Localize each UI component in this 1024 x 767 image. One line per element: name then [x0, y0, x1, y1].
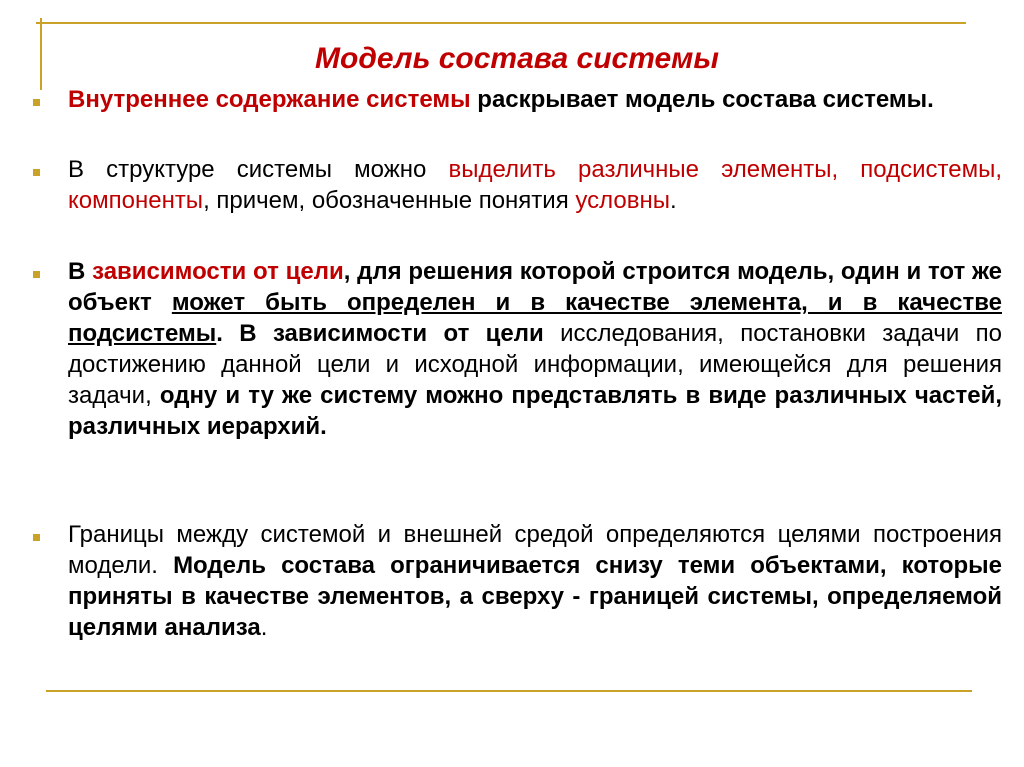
highlight-text: выделить различные элементы, подсистемы, компоненты — [68, 156, 1003, 214]
bold-text: . В зависимости от цели — [216, 320, 544, 347]
highlight-text: Внутреннее содержание системы — [68, 86, 471, 113]
bold-text: , для решения которой строится модель, один и тот же объект — [68, 258, 1002, 316]
plain-text: . — [260, 614, 268, 641]
decor-bottom-line — [46, 690, 972, 692]
bullet-square-icon — [33, 169, 40, 176]
bullet-square-icon — [33, 271, 40, 278]
bullet-square-icon — [33, 99, 40, 106]
bullet-paragraph-3 — [68, 256, 1002, 442]
bold-text: раскрывает модель состава системы. — [470, 86, 934, 113]
bullet-square-icon — [33, 534, 40, 541]
bullet-paragraph-1 — [68, 84, 1002, 115]
bold-text: одну и ту же систему можно представлять в виде различных частей, различных иерархий. — [68, 382, 1003, 440]
plain-text: исследования, постановки задачи по достижению данной цели и исходной информации, имеющейся для решения задачи, — [68, 320, 1002, 409]
highlight-text: зависимости от цели — [92, 258, 344, 285]
plain-text: . — [669, 187, 677, 214]
bold-text: Модель состава ограничивается снизу теми объектами, которые приняты в качестве элементов, а сверху - границей системы, определяемой целями анализа — [68, 552, 1002, 641]
decor-top-line — [36, 22, 966, 24]
bullet-paragraph-2 — [68, 154, 1002, 216]
slide-title: Модель состава системы — [315, 42, 719, 75]
underlined-text: может быть определен и в качестве элемента, и в качестве подсистемы — [68, 289, 1002, 347]
bullet-paragraph-4 — [68, 519, 1002, 643]
highlight-text: условны — [575, 187, 670, 214]
plain-text: В структуре системы можно — [68, 156, 449, 183]
bold-text: В — [68, 258, 93, 285]
plain-text: , причем, обозначенные понятия — [203, 187, 576, 214]
plain-text: Границы между системой и внешней средой определяются целями построения модели. — [68, 521, 1002, 579]
